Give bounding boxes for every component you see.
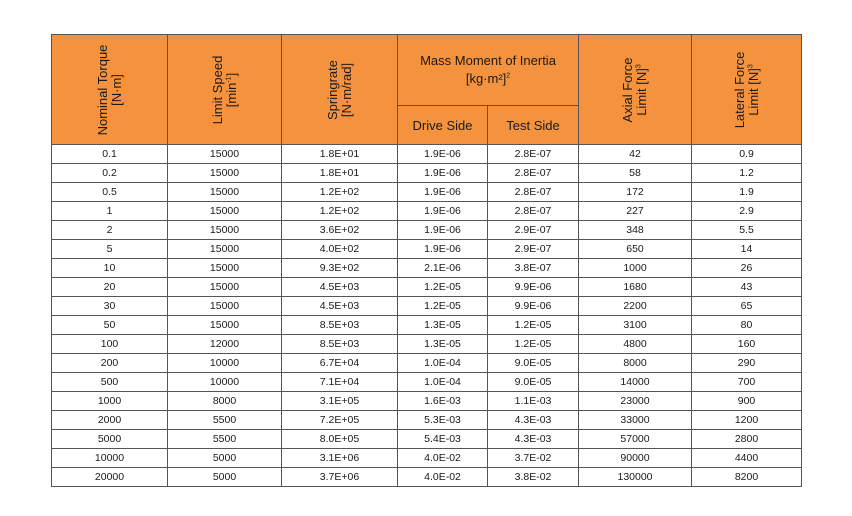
cell-limit-speed: 15000 <box>168 259 282 278</box>
cell-inertia-drive-side: 5.4E-03 <box>398 430 488 449</box>
cell-lateral-force: 290 <box>692 354 802 373</box>
table-row <box>52 411 802 430</box>
cell-limit-speed: 15000 <box>168 221 282 240</box>
cell-springrate: 8.0E+05 <box>282 430 398 449</box>
cell-inertia-drive-side: 2.1E-06 <box>398 259 488 278</box>
cell-nominal-torque: 1 <box>52 202 168 221</box>
cell-axial-force: 1680 <box>579 278 692 297</box>
cell-springrate: 6.7E+04 <box>282 354 398 373</box>
cell-axial-force: 58 <box>579 164 692 183</box>
table-row <box>52 297 802 316</box>
cell-nominal-torque: 50 <box>52 316 168 335</box>
cell-inertia-drive-side: 1.9E-06 <box>398 164 488 183</box>
cell-nominal-torque: 30 <box>52 297 168 316</box>
cell-nominal-torque: 2 <box>52 221 168 240</box>
cell-springrate: 4.5E+03 <box>282 297 398 316</box>
table-row <box>52 449 802 468</box>
cell-inertia-drive-side: 1.9E-06 <box>398 183 488 202</box>
cell-inertia-drive-side: 5.3E-03 <box>398 411 488 430</box>
cell-nominal-torque: 20 <box>52 278 168 297</box>
cell-axial-force: 57000 <box>579 430 692 449</box>
cell-nominal-torque: 0.2 <box>52 164 168 183</box>
cell-lateral-force: 65 <box>692 297 802 316</box>
cell-inertia-test-side: 1.2E-05 <box>488 335 579 354</box>
cell-springrate: 7.2E+05 <box>282 411 398 430</box>
cell-limit-speed: 8000 <box>168 392 282 411</box>
cell-springrate: 1.2E+02 <box>282 202 398 221</box>
cell-lateral-force: 160 <box>692 335 802 354</box>
table-row <box>52 278 802 297</box>
cell-inertia-test-side: 2.9E-07 <box>488 221 579 240</box>
cell-axial-force: 3100 <box>579 316 692 335</box>
cell-springrate: 7.1E+04 <box>282 373 398 392</box>
cell-axial-force: 42 <box>579 145 692 164</box>
table-row <box>52 145 802 164</box>
cell-lateral-force: 1200 <box>692 411 802 430</box>
cell-springrate: 3.1E+06 <box>282 449 398 468</box>
cell-inertia-drive-side: 1.2E-05 <box>398 278 488 297</box>
header-drive-side: Drive Side <box>398 106 488 145</box>
cell-inertia-drive-side: 1.2E-05 <box>398 297 488 316</box>
cell-lateral-force: 26 <box>692 259 802 278</box>
cell-limit-speed: 10000 <box>168 373 282 392</box>
table-row <box>52 202 802 221</box>
cell-lateral-force: 1.2 <box>692 164 802 183</box>
cell-lateral-force: 700 <box>692 373 802 392</box>
cell-nominal-torque: 200 <box>52 354 168 373</box>
table-row <box>52 430 802 449</box>
cell-springrate: 1.8E+01 <box>282 145 398 164</box>
cell-inertia-drive-side: 1.6E-03 <box>398 392 488 411</box>
cell-limit-speed: 5000 <box>168 468 282 487</box>
cell-inertia-test-side: 1.1E-03 <box>488 392 579 411</box>
cell-limit-speed: 15000 <box>168 164 282 183</box>
cell-axial-force: 23000 <box>579 392 692 411</box>
cell-lateral-force: 0.9 <box>692 145 802 164</box>
cell-axial-force: 4800 <box>579 335 692 354</box>
cell-limit-speed: 15000 <box>168 297 282 316</box>
cell-axial-force: 90000 <box>579 449 692 468</box>
cell-nominal-torque: 20000 <box>52 468 168 487</box>
cell-springrate: 8.5E+03 <box>282 316 398 335</box>
cell-inertia-test-side: 3.8E-07 <box>488 259 579 278</box>
cell-springrate: 4.5E+03 <box>282 278 398 297</box>
cell-limit-speed: 15000 <box>168 316 282 335</box>
cell-inertia-test-side: 2.9E-07 <box>488 240 579 259</box>
cell-inertia-drive-side: 1.0E-04 <box>398 354 488 373</box>
cell-springrate: 3.1E+05 <box>282 392 398 411</box>
cell-inertia-test-side: 4.3E-03 <box>488 411 579 430</box>
cell-inertia-drive-side: 1.9E-06 <box>398 240 488 259</box>
cell-limit-speed: 5000 <box>168 449 282 468</box>
cell-nominal-torque: 500 <box>52 373 168 392</box>
cell-inertia-test-side: 2.8E-07 <box>488 145 579 164</box>
cell-limit-speed: 15000 <box>168 145 282 164</box>
cell-lateral-force: 900 <box>692 392 802 411</box>
cell-axial-force: 348 <box>579 221 692 240</box>
cell-inertia-drive-side: 1.9E-06 <box>398 145 488 164</box>
cell-axial-force: 8000 <box>579 354 692 373</box>
cell-limit-speed: 15000 <box>168 240 282 259</box>
cell-inertia-test-side: 2.8E-07 <box>488 164 579 183</box>
cell-springrate: 8.5E+03 <box>282 335 398 354</box>
cell-axial-force: 650 <box>579 240 692 259</box>
cell-limit-speed: 12000 <box>168 335 282 354</box>
cell-inertia-drive-side: 1.3E-05 <box>398 316 488 335</box>
cell-limit-speed: 10000 <box>168 354 282 373</box>
cell-nominal-torque: 5 <box>52 240 168 259</box>
cell-axial-force: 130000 <box>579 468 692 487</box>
table-row <box>52 354 802 373</box>
table-row <box>52 240 802 259</box>
header-axial-force-limit: Axial Force Limit $[N]^3$ <box>579 35 692 145</box>
cell-inertia-test-side: 2.8E-07 <box>488 183 579 202</box>
cell-inertia-test-side: 9.9E-06 <box>488 297 579 316</box>
cell-axial-force: 1000 <box>579 259 692 278</box>
cell-inertia-drive-side: 4.0E-02 <box>398 449 488 468</box>
specification-table <box>51 34 802 487</box>
cell-nominal-torque: 100 <box>52 335 168 354</box>
header-test-side: Test Side <box>488 106 579 145</box>
cell-springrate: 1.8E+01 <box>282 164 398 183</box>
cell-lateral-force: 5.5 <box>692 221 802 240</box>
cell-lateral-force: 8200 <box>692 468 802 487</box>
cell-limit-speed: 15000 <box>168 183 282 202</box>
table-body <box>52 145 802 487</box>
cell-lateral-force: 4400 <box>692 449 802 468</box>
cell-inertia-test-side: 3.7E-02 <box>488 449 579 468</box>
cell-axial-force: 2200 <box>579 297 692 316</box>
table-row <box>52 373 802 392</box>
cell-limit-speed: 5500 <box>168 411 282 430</box>
table-row <box>52 468 802 487</box>
cell-inertia-test-side: 1.2E-05 <box>488 316 579 335</box>
cell-axial-force: 33000 <box>579 411 692 430</box>
cell-nominal-torque: 5000 <box>52 430 168 449</box>
header-springrate: Springrate [N·m/rad] <box>282 35 398 145</box>
cell-springrate: 3.7E+06 <box>282 468 398 487</box>
cell-lateral-force: 14 <box>692 240 802 259</box>
cell-nominal-torque: 0.5 <box>52 183 168 202</box>
cell-inertia-test-side: 2.8E-07 <box>488 202 579 221</box>
cell-axial-force: 14000 <box>579 373 692 392</box>
table-row <box>52 221 802 240</box>
cell-inertia-drive-side: 1.0E-04 <box>398 373 488 392</box>
table-row <box>52 316 802 335</box>
cell-nominal-torque: 10000 <box>52 449 168 468</box>
cell-springrate: 3.6E+02 <box>282 221 398 240</box>
cell-nominal-torque: 2000 <box>52 411 168 430</box>
table-row <box>52 183 802 202</box>
cell-axial-force: 172 <box>579 183 692 202</box>
cell-lateral-force: 80 <box>692 316 802 335</box>
cell-springrate: 1.2E+02 <box>282 183 398 202</box>
cell-limit-speed: 15000 <box>168 278 282 297</box>
cell-nominal-torque: 1000 <box>52 392 168 411</box>
cell-lateral-force: 1.9 <box>692 183 802 202</box>
table-row <box>52 259 802 278</box>
cell-limit-speed: 15000 <box>168 202 282 221</box>
cell-springrate: 4.0E+02 <box>282 240 398 259</box>
cell-inertia-test-side: 4.3E-03 <box>488 430 579 449</box>
cell-inertia-test-side: 9.9E-06 <box>488 278 579 297</box>
table-row <box>52 392 802 411</box>
cell-nominal-torque: 10 <box>52 259 168 278</box>
cell-limit-speed: 5500 <box>168 430 282 449</box>
header-nominal-torque: Nominal Torque [N·m] <box>52 35 168 145</box>
cell-nominal-torque: 0.1 <box>52 145 168 164</box>
table-row <box>52 164 802 183</box>
cell-inertia-drive-side: 1.9E-06 <box>398 221 488 240</box>
cell-lateral-force: 2.9 <box>692 202 802 221</box>
cell-axial-force: 227 <box>579 202 692 221</box>
cell-inertia-test-side: 3.8E-02 <box>488 468 579 487</box>
table-row <box>52 335 802 354</box>
cell-inertia-drive-side: 1.3E-05 <box>398 335 488 354</box>
header-mass-moment-of-inertia: Mass Moment of Inertia $[kg\cdot m^2]^2$ <box>398 35 579 106</box>
cell-inertia-drive-side: 4.0E-02 <box>398 468 488 487</box>
cell-inertia-test-side: 9.0E-05 <box>488 354 579 373</box>
cell-inertia-test-side: 9.0E-05 <box>488 373 579 392</box>
header-lateral-force-limit: Lateral Force Limit $[N]^3$ <box>692 35 802 145</box>
cell-lateral-force: 43 <box>692 278 802 297</box>
cell-inertia-drive-side: 1.9E-06 <box>398 202 488 221</box>
cell-springrate: 9.3E+02 <box>282 259 398 278</box>
header-limit-speed: Limit Speed $[\min^{-1}]$ <box>168 35 282 145</box>
cell-lateral-force: 2800 <box>692 430 802 449</box>
